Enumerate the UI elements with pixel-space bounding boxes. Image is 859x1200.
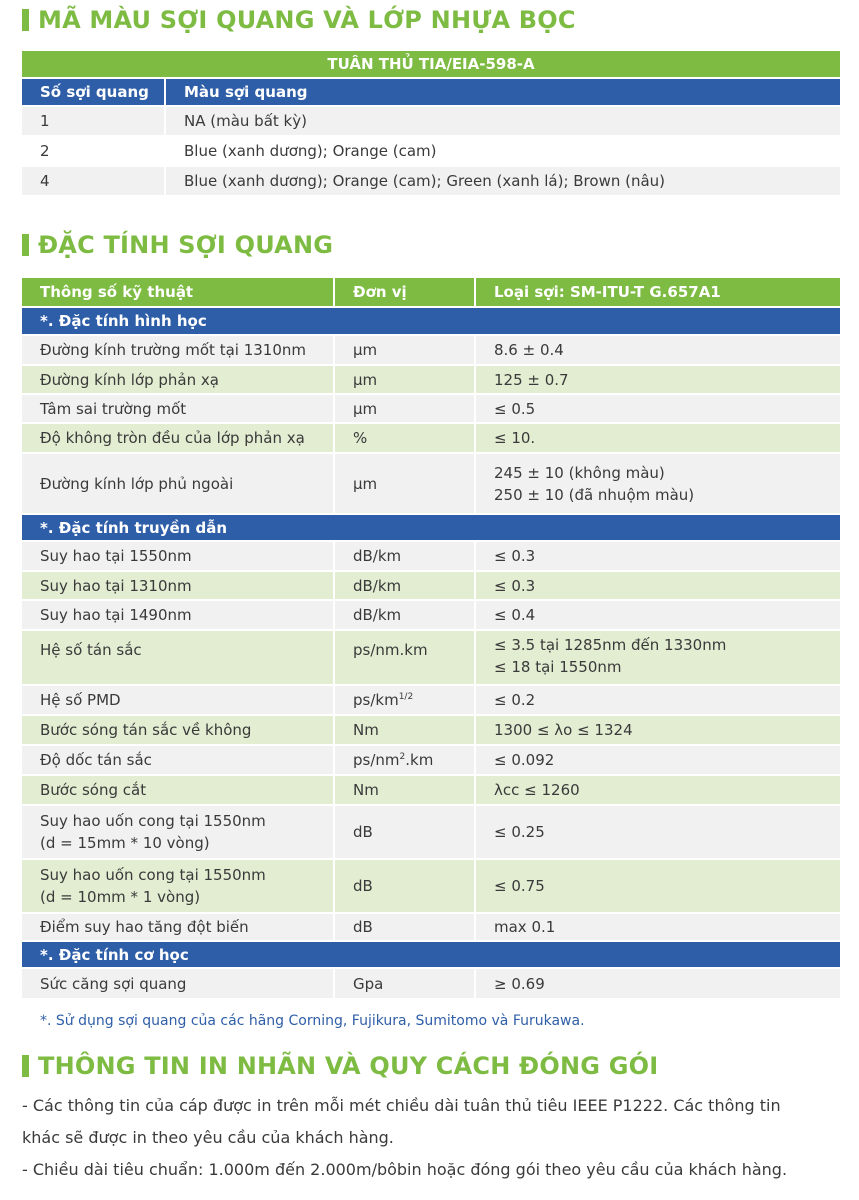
table-row: 2 Blue (xanh dương); Orange (cam) — [22, 136, 840, 166]
table-row: 4 Blue (xanh dương); Orange (cam); Green (xanh lá); Brown (nâu) — [22, 166, 840, 196]
heading-bar-icon — [22, 9, 29, 31]
group-header-mechanical: *. Đặc tính cơ học — [22, 941, 840, 968]
table-row: Suy hao uốn cong tại 1550nm (d = 15mm * 10 vòng) dB ≤ 0.25 — [22, 805, 840, 859]
table-row: Bước sóng tán sắc về không Nm 1300 ≤ λo ≤ 1324 — [22, 715, 840, 745]
table-row: Suy hao tại 1550nm dB/km ≤ 0.3 — [22, 541, 840, 571]
section-title-fiber-characteristics: ĐẶC TÍNH SỢI QUANG — [22, 231, 333, 259]
paragraph-line: khác sẽ được in theo yêu cầu của khách hàng. — [22, 1128, 394, 1147]
table-row: Tâm sai trường mốt μm ≤ 0.5 — [22, 394, 840, 423]
paragraph-line: - Các thông tin của cáp được in trên mỗi mét chiều dài tuân thủ tiêu IEEE P1222. Các thông tin — [22, 1096, 781, 1115]
table-header-row: Thông số kỹ thuật Đơn vị Loại sợi: SM-ITU-T G.657A1 — [22, 278, 840, 307]
table-row: Điểm suy hao tăng đột biến dB max 0.1 — [22, 913, 840, 941]
standard-row: TUÂN THỦ TIA/EIA-598-A — [22, 51, 840, 78]
paragraph-line: - Chiều dài tiêu chuẩn: 1.000m đến 2.000m/bôbin hoặc đóng gói theo yêu cầu của khách hàng. — [22, 1160, 788, 1179]
table-row: Bước sóng cắt Nm λcc ≤ 1260 — [22, 775, 840, 805]
group-header-geometry: *. Đặc tính hình học — [22, 307, 840, 335]
table-row: Độ không tròn đều của lớp phản xạ % ≤ 10. — [22, 423, 840, 453]
heading-bar-icon — [22, 1055, 29, 1077]
table-row: Hệ số PMD $ps/km^{1/2}$ ≤ 0.2 — [22, 685, 840, 715]
heading-bar-icon — [22, 234, 29, 256]
fiber-spec-table — [22, 278, 840, 1000]
table-row: Suy hao tại 1490nm dB/km ≤ 0.4 — [22, 600, 840, 630]
group-header-transmission: *. Đặc tính truyền dẫn — [22, 514, 840, 541]
table-row: Suy hao uốn cong tại 1550nm (d = 10mm * 1 vòng) dB ≤ 0.75 — [22, 859, 840, 913]
table-row: Đường kính lớp phủ ngoài μm 245 ± 10 (không màu) 250 ± 10 (đã nhuộm màu) — [22, 453, 840, 514]
color-code-table — [22, 51, 840, 197]
table-row: Độ dốc tán sắc $ps/nm^2.km$ ≤ 0.092 — [22, 745, 840, 775]
table-row: Đường kính lớp phản xạ μm 125 ± 0.7 — [22, 365, 840, 394]
table-row: Đường kính trường mốt tại 1310nm μm 8.6 ± 0.4 — [22, 335, 840, 365]
section-title-color-code: MÃ MÀU SỢI QUANG VÀ LỚP NHỰA BỌC — [22, 6, 576, 34]
footnote-manufacturers: *. Sử dụng sợi quang của các hãng Corning, Fujikura, Sumitomo và Furukawa. — [40, 1013, 585, 1029]
table-row: 1 NA (màu bất kỳ) — [22, 106, 840, 136]
table-row: Suy hao tại 1310nm dB/km ≤ 0.3 — [22, 571, 840, 600]
table-row: Hệ số tán sắc ps/nm.km ≤ 3.5 tại 1285nm đến 1330nm ≤ 18 tại 1550nm — [22, 630, 840, 685]
table-row: Sức căng sợi quang Gpa ≥ 0.69 — [22, 968, 840, 999]
table-header-row: Số sợi quang Màu sợi quang — [22, 78, 840, 106]
section-title-labeling-packaging: THÔNG TIN IN NHÃN VÀ QUY CÁCH ĐÓNG GÓI — [22, 1052, 658, 1080]
